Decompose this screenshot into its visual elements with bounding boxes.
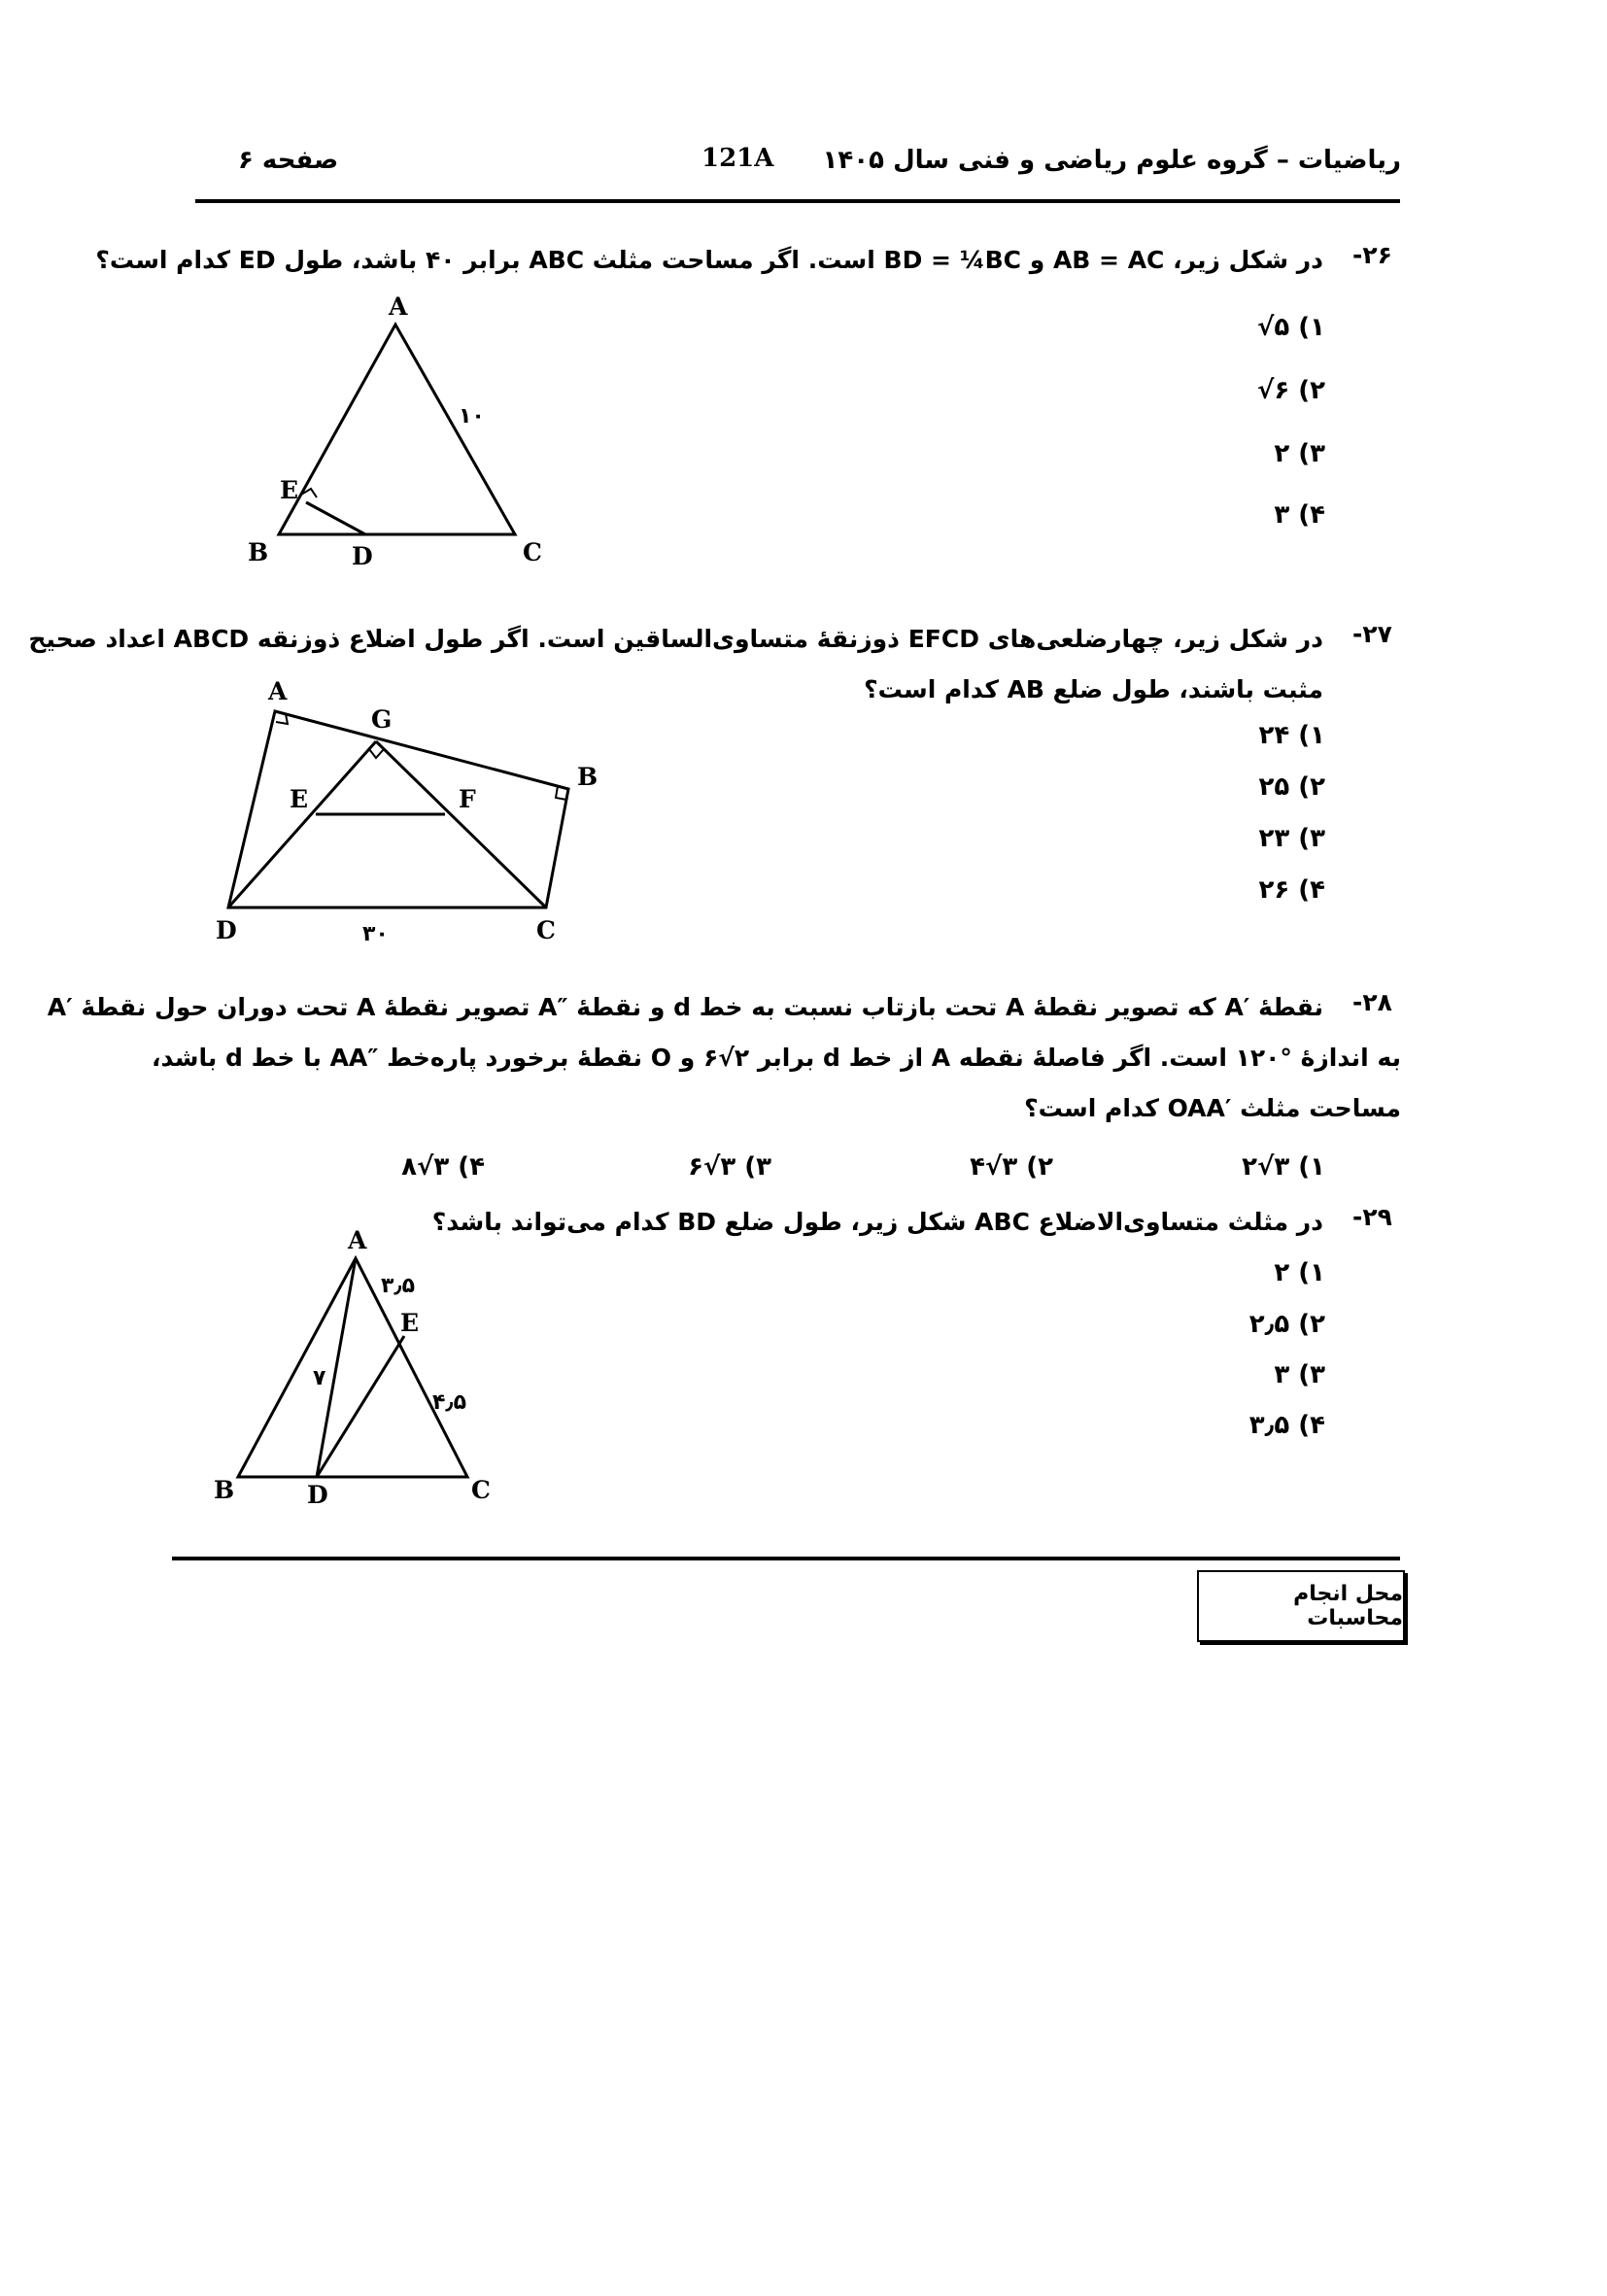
question-27-option-4[interactable]: ۲۶ (۴ (1258, 875, 1325, 905)
question-28-number: -۲۸ (1352, 988, 1392, 1016)
question-26-figure (233, 287, 583, 578)
question-29-option-1[interactable]: ۲ (۱ (1274, 1258, 1325, 1287)
label-e: E (290, 785, 309, 813)
label-a: A (348, 1226, 367, 1254)
booklet-code: 121A (701, 144, 774, 173)
label-d: D (216, 916, 237, 944)
question-27-text-line-2: مثبت باشند، طول ضلع AB کدام است؟ (864, 675, 1323, 703)
question-26-option-3[interactable]: ۲ (۳ (1274, 439, 1325, 468)
question-28-option-4[interactable]: ۸√۳ (۴ (401, 1152, 485, 1182)
label-c: C (536, 916, 556, 944)
label-c: C (471, 1476, 491, 1504)
question-29-number: -۲۹ (1352, 1203, 1392, 1231)
label-a: A (389, 292, 408, 321)
segment-gc (376, 741, 546, 908)
label-g: G (371, 705, 393, 734)
exam-subject-title: ریاضیات – گروه علوم ریاضی و فنی سال ۱۴۰۵ (822, 146, 1401, 175)
question-27-option-2[interactable]: ۲۵ (۲ (1258, 772, 1325, 802)
question-27-option-3[interactable]: ۲۳ (۳ (1258, 824, 1325, 853)
segment-ae-length: ۳٫۵ (381, 1274, 416, 1298)
question-26-number: -۲۶ (1352, 241, 1392, 269)
question-29-text: در مثلث متساوی‌الاضلاع ABC شکل زیر، طول ضلع BD کدام می‌تواند باشد؟ (431, 1208, 1323, 1236)
question-27-number: -۲۷ (1352, 620, 1392, 648)
question-26-text: در شکل زیر، AB = AC و BD = ¼BC است. اگر مساحت مثلث ABC برابر ۴۰ باشد، طول ED کدام است؟ (95, 246, 1323, 274)
label-e: E (400, 1309, 420, 1337)
label-d: D (352, 542, 373, 570)
segment-ec-length: ۴٫۵ (432, 1390, 467, 1415)
calculation-area-label: محل انجام محاسبات (1197, 1570, 1405, 1642)
question-29-option-4[interactable]: ۳٫۵ (۴ (1248, 1411, 1325, 1440)
segment-ad-length: ۷ (313, 1366, 326, 1390)
question-28-option-1[interactable]: ۲√۳ (۱ (1242, 1152, 1325, 1182)
question-28-option-3[interactable]: ۶√۳ (۳ (688, 1152, 771, 1182)
header-divider (195, 199, 1400, 203)
label-b: B (248, 538, 269, 566)
triangle-abc (279, 325, 515, 534)
side-ac-length: ۱۰ (459, 404, 485, 428)
question-28-text-line-3: مساحت مثلث ′OAA کدام است؟ (1024, 1094, 1401, 1122)
question-28-option-2[interactable]: ۴√۳ (۲ (970, 1152, 1053, 1182)
label-f: F (459, 785, 476, 813)
side-dc-length: ۳۰ (362, 922, 389, 946)
question-26-option-4[interactable]: ۳ (۴ (1274, 500, 1325, 530)
question-28-text-line-1: نقطهٔ ′A که تصویر نقطهٔ A تحت بازتاب نسبت به خط d و نقطهٔ ″A تصویر نقطهٔ A تحت دوران حول نقطهٔ ′A (47, 993, 1323, 1021)
segment-dg (228, 741, 376, 908)
label-c: C (523, 538, 542, 566)
label-a: A (268, 677, 288, 705)
question-27-option-1[interactable]: ۲۴ (۱ (1258, 721, 1325, 750)
question-26-option-2[interactable]: √۶ (۲ (1256, 376, 1325, 405)
question-29-figure (194, 1219, 525, 1511)
page-number: صفحه ۶ (238, 146, 339, 175)
right-angle-mark-a (276, 714, 288, 724)
label-d: D (307, 1481, 328, 1509)
question-29-option-3[interactable]: ۳ (۳ (1274, 1360, 1325, 1389)
label-e: E (280, 476, 299, 504)
footer-divider (172, 1557, 1400, 1560)
question-27-figure (204, 670, 612, 952)
question-27-text-line-1: در شکل زیر، چهارضلعی‌های EFCD ذوزنقهٔ متساوی‌الساقین است. اگر طول اضلاع ذوزنقه ABCD اعداد صحیح (28, 625, 1323, 653)
label-b: B (577, 763, 598, 791)
label-b: B (214, 1476, 235, 1504)
question-28-text-line-2: به اندازهٔ °۱۲۰ است. اگر فاصلهٔ نقطه A از خط d برابر ۲√۶ و O نقطهٔ برخورد پاره‌خط ″AA با خط d باشد، (151, 1044, 1401, 1072)
question-26-option-1[interactable]: √۵ (۱ (1256, 313, 1325, 342)
question-29-option-2[interactable]: ۲٫۵ (۲ (1248, 1310, 1325, 1339)
triangle-abc (238, 1258, 467, 1477)
right-angle-mark-g (369, 749, 384, 758)
segment-ed (306, 502, 365, 534)
